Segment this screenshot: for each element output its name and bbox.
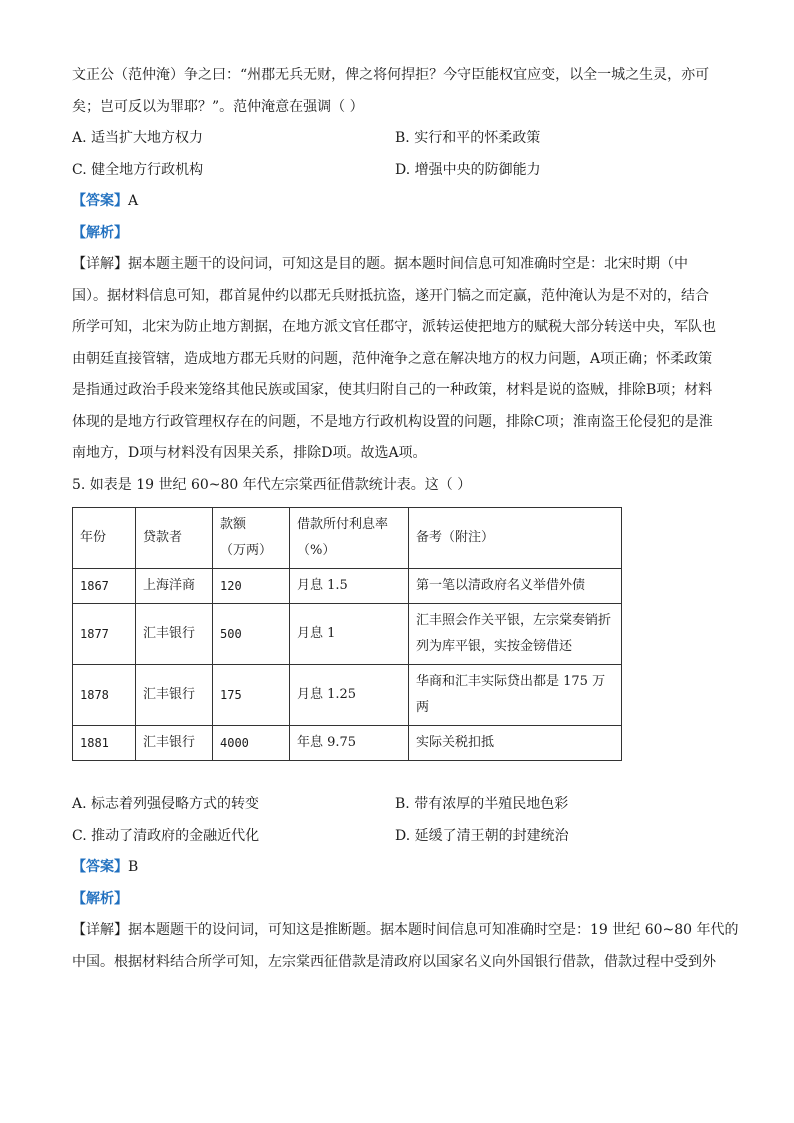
q4-option-a: A. 适当扩大地方权力 (72, 130, 204, 146)
q4-detail-line (72, 249, 724, 281)
cell-rate: 月息 1.25 (290, 665, 409, 726)
q4-detail-line: 南地方，D项与材料没有因果关系，排除D项。故选A项。 (72, 445, 427, 461)
cell-rate: 月息 1.5 (290, 569, 409, 604)
cell-lender: 汇丰银行 (136, 665, 213, 726)
cell-year: 1877 (73, 604, 136, 665)
q4-option-c: C. 健全地方行政机构 (72, 161, 204, 178)
header-year (73, 508, 136, 569)
q5-options-row-1 (72, 789, 724, 821)
header-text: 备考（附注） (416, 530, 495, 545)
table-row (73, 726, 622, 761)
q4-detail-text: 据本题主题干的设问词，可知这是目的题。据本题时间信息可知准确时空是：北宋时期（中 (128, 256, 688, 272)
cell-amount: 4000 (213, 726, 290, 761)
cell-year: 1878 (73, 665, 136, 726)
header-text: 贷款者 (143, 530, 183, 545)
q4-options-row-1 (72, 123, 724, 155)
q4-option-b: B. 实行和平的怀柔政策 (395, 130, 541, 146)
q4-detail-line: 是指通过政治手段来笼络其他民族或国家，使其归附自己的一种政策，材料是说的盗贼，排除B项；材料 (72, 382, 713, 398)
q4-options-row-2 (72, 155, 724, 187)
q5-answer-value: B (128, 859, 139, 875)
q5-option-c: C. 推动了清政府的金融近代化 (72, 827, 260, 844)
detail-tag: 【详解】 (72, 256, 128, 272)
cell-year: 1881 (73, 726, 136, 761)
q4-detail-line: 国）。据材料信息可知，郡首晁仲约以郡无兵财抵抗盗，遂开门犒之而定赢，范仲淹认为是不对的，结合 (72, 287, 709, 304)
table-header-row (73, 508, 622, 569)
cell-rate: 月息 1 (290, 604, 409, 665)
cell-note: 汇丰照会作关平银，左宗棠奏销折列为库平银，实按金镑借还 (409, 604, 622, 665)
header-amount (213, 508, 290, 569)
header-text: 年份 (80, 530, 107, 545)
header-lender (136, 508, 213, 569)
q5-detail-text: 据本题题干的设问词，可知这是推断题。据本题时间信息可知准确时空是：19 世纪 60~80 年代的 (128, 922, 739, 938)
cell-note: 华商和汇丰实际贷出都是 175 万两 (409, 665, 622, 726)
q4-option-d: D. 增强中央的防御能力 (395, 161, 541, 178)
q4-detail-line: 体现的是地方行政管理权存在的问题，不是地方行政机构设置的问题，排除C项；淮南盗王伦侵犯的是淮 (72, 413, 713, 430)
q5-detail-line (72, 915, 739, 947)
detail-tag: 【详解】 (72, 922, 128, 938)
q5-option-d: D. 延缓了清王朝的封建统治 (395, 827, 569, 844)
q5-option-b: B. 带有浓厚的半殖民地色彩 (395, 796, 569, 812)
analysis-tag: 【解析】 (72, 890, 128, 907)
cell-lender: 汇丰银行 (136, 726, 213, 761)
q5-option-a: A. 标志着列强侵略方式的转变 (72, 796, 260, 812)
q4-stem-line: 矣；岂可反以为罪耶？”。范仲淹意在强调（ ） (72, 98, 364, 115)
q5-answer (72, 852, 724, 884)
q4-analysis-heading (72, 218, 724, 250)
header-text: （%） (297, 543, 336, 558)
q5-options-row-2 (72, 821, 724, 853)
cell-note: 实际关税扣抵 (409, 726, 622, 761)
header-text: 借款所付利息率 (297, 517, 389, 532)
cell-amount: 120 (213, 569, 290, 604)
document-page (72, 60, 739, 978)
answer-tag: 【答案】 (72, 193, 128, 209)
q4-detail-line: 所学可知，北宋为防止地方割据，在地方派文官任郡守，派转运使把地方的赋税大部分转送中央，军队也 (72, 319, 716, 335)
table-row (73, 569, 622, 604)
q5-detail-line: 中国。根据材料结合所学可知，左宗棠西征借款是清政府以国家名义向外国银行借款，借款过程中受到外 (72, 953, 716, 970)
q5-detail (72, 915, 739, 978)
q4-detail (72, 249, 724, 470)
cell-lender: 上海洋商 (136, 569, 213, 604)
cell-note: 第一笔以清政府名义举借外债 (409, 569, 622, 604)
analysis-tag: 【解析】 (72, 224, 128, 241)
header-text: （万两） (220, 543, 273, 558)
q5-analysis-heading (72, 884, 724, 916)
spacer (72, 761, 724, 789)
cell-amount: 175 (213, 665, 290, 726)
loan-table (72, 507, 622, 761)
header-rate (290, 508, 409, 569)
q4-stem-line: 文正公（范仲淹）争之曰：“州郡无兵无财，俾之将何捍拒？今守臣能权宜应变，以全一城之生灵，亦可 (72, 67, 710, 83)
q4-detail-line: 由朝廷直接管辖，造成地方郡无兵财的问题，范仲淹争之意在解决地方的权力问题，A项正确；怀柔政策 (72, 350, 713, 367)
q4-answer (72, 186, 724, 218)
answer-tag: 【答案】 (72, 859, 128, 875)
table-row (73, 604, 622, 665)
cell-rate: 年息 9.75 (290, 726, 409, 761)
cell-amount: 500 (213, 604, 290, 665)
cell-year: 1867 (73, 569, 136, 604)
q4-stem (72, 60, 724, 123)
header-note (409, 508, 622, 569)
cell-lender: 汇丰银行 (136, 604, 213, 665)
table-row (73, 665, 622, 726)
header-text: 款额 (220, 517, 247, 532)
q5-stem: 5. 如表是 19 世纪 60~80 年代左宗棠西征借款统计表。这（ ） (72, 476, 472, 493)
q4-answer-value: A (128, 193, 139, 209)
